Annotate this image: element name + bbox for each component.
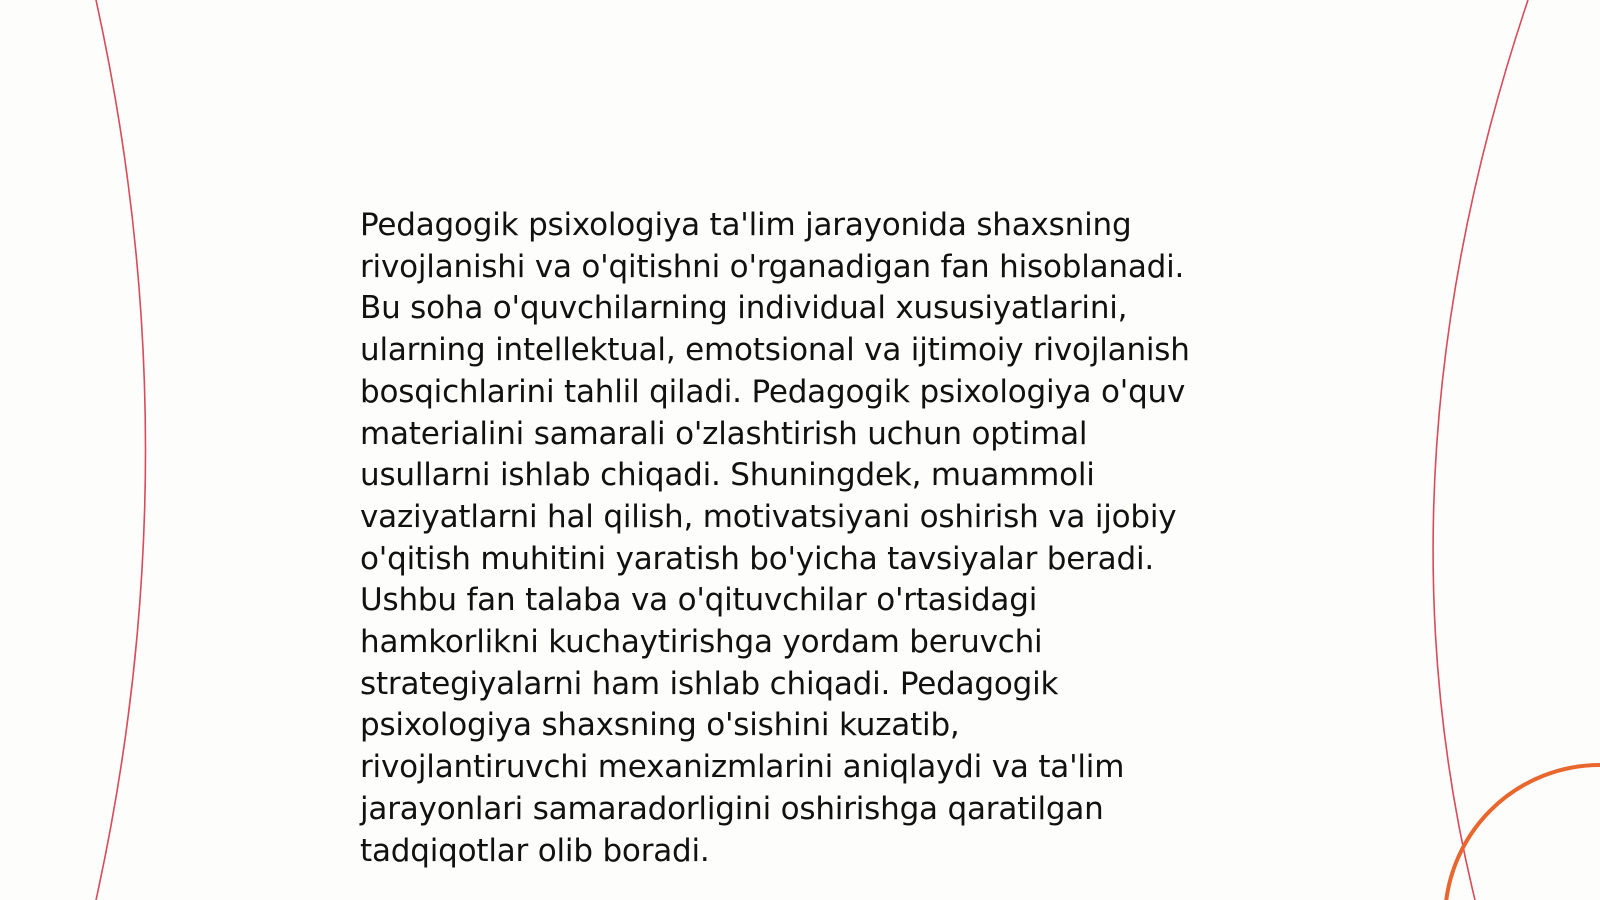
accent-circle-outline (1445, 765, 1600, 900)
paragraph-line: usullarni ishlab chiqadi. Shuningdek, muammoli (360, 457, 1095, 494)
body-paragraph (360, 205, 1260, 872)
paragraph-line: bosqichlarini tahlil qiladi. Pedagogik psixologiya o'quv (360, 373, 1186, 410)
paragraph-line: jarayonlari samaradorligini oshirishga qaratilgan (360, 790, 1104, 827)
paragraph-line: ularning intellektual, emotsional va ijtimoiy rivojlanish (360, 332, 1190, 369)
paragraph-line: materialini samarali o'zlashtirish uchun optimal (360, 415, 1088, 452)
paragraph-line: strategiyalarni ham ishlab chiqadi. Pedagogik (360, 665, 1059, 702)
paragraph-line: vaziyatlarni hal qilish, motivatsiyani oshirish va ijobiy (360, 498, 1177, 535)
paragraph-line: rivojlanishi va o'qitishni o'rganadigan fan hisoblanadi. (360, 248, 1185, 285)
paragraph-line: Pedagogik psixologiya ta'lim jarayonida shaxsning (360, 207, 1132, 243)
paragraph-line: psixologiya shaxsning o'sishini kuzatib, (360, 707, 960, 744)
paragraph-line: Bu soha o'quvchilarning individual xususiyatlarini, (360, 290, 1128, 327)
paragraph-line: Ushbu fan talaba va o'qituvchilar o'rtasidagi (360, 582, 1038, 619)
paragraph-line: rivojlantiruvchi mexanizmlarini aniqlaydi va ta'lim (360, 749, 1125, 786)
paragraph-line: tadqiqotlar olib boradi. (360, 832, 710, 869)
paragraph-line: o'qitish muhitini yaratish bo'yicha tavsiyalar beradi. (360, 540, 1155, 577)
right-arc-line (1433, 0, 1528, 900)
left-arc-line (96, 0, 146, 900)
paragraph-line: hamkorlikni kuchaytirishga yordam beruvchi (360, 624, 1043, 661)
